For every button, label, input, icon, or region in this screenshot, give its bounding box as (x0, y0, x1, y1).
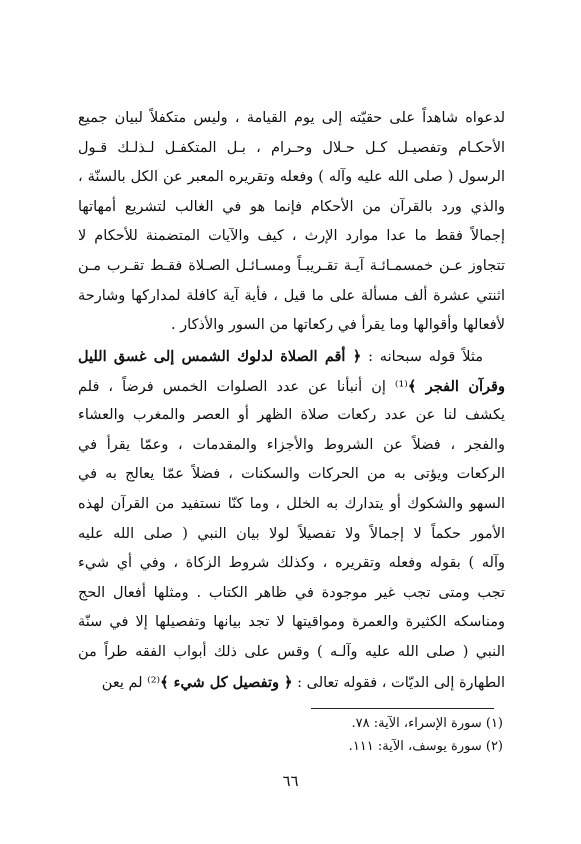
text-line (78, 342, 505, 372)
quran-verse: ﴿ وتفصيل كل شيء ﴾ (160, 673, 293, 691)
text-line: السهو والشكوك أو يتدارك به الخلل ، وما كنّا نستفيد من القرآن لهذه (78, 495, 505, 512)
line-rest: لم يعن (101, 674, 148, 691)
text-line: إجمالاً فقط ما عدا موارد الإرث ، كيف والآيات المتضمنة للأحكام لا (78, 228, 505, 245)
text-line: لأفعالها وأقوالها وما يقرأ في ركعاتها من السور والأذكار . (170, 317, 505, 334)
line-prefix: الطهارة إلى الديّات ، فقوله تعالى : (292, 674, 505, 691)
line-rest: إن أنبأنا عن عدد الصلوات الخمس فرضاً ، فلم (78, 378, 395, 395)
text-line (78, 372, 505, 402)
paragraph-1 (78, 104, 505, 341)
text-line (78, 668, 505, 698)
text-line: الرسول ( صلى الله عليه وآله ) وفعله وتقريره المعبر عن الكل بالسنّة ، (78, 169, 505, 186)
text-line: وآله ) بقوله وفعله وتقريره ، وكذلك شروط الزكاة ، وفي أي شيء (78, 555, 505, 572)
text-line: الركعات ويؤتى به من الحركات والسكنات ، فضلاً عمّا يعالج به في (78, 466, 505, 483)
text-line: لدعواه شاهداً على حقيّته إلى يوم القيامة ، وليس متكفلاً لبيان جميع (78, 110, 505, 126)
footnote-2: (٢) سورة يوسف، الآية: ١١١. (348, 739, 503, 754)
page-number: ٦٦ (282, 772, 299, 790)
text-line: النبي ( صلى الله عليه وآلـه ) وقس على ذلك أبواب الفقه طراً من (78, 643, 505, 660)
footnote-marker[interactable]: ⁽²⁾ (147, 674, 161, 691)
footnotes (349, 712, 503, 758)
paragraph-2 (78, 342, 505, 697)
line-prefix: مثلاً قوله سبحانه : (361, 349, 484, 365)
text-line: والذي ورد بالقرآن من الأحكام فإنما هو في الغالب لتشريع أمهاتها (78, 198, 505, 215)
text-line: تجب ومتى تجب غير موجودة في ظاهر الكتاب . ومثلها أفعال الحج (78, 584, 505, 601)
text-line: والفجر ، فضلاً عن الشروط والأجزاء والمقدمات ، وعمّا يقرأ في (78, 436, 505, 453)
text-line: يكشف لنا عن عدد ركعات صلاة الظهر أو العصر والمغرب والعشاء (78, 407, 505, 424)
quran-verse: ﴿ أقم الصلاة لدلوك الشمس إلى غسق الليل (78, 348, 362, 365)
text-line: تتجاوز عـن خمسمـائـة آيـة تقـريبـاً ومسـائـل الصـلاة فقـط تقـرب مـن (78, 257, 505, 274)
text-line: الأمور حكماً لا إجمالاً ولا تفصيلاً لولا بيان النبي ( صلى الله عليه (78, 525, 505, 542)
quran-verse: وقرآن الفجر ﴾ (407, 377, 505, 395)
footnote-marker[interactable]: ⁽¹⁾ (394, 378, 408, 395)
text-line: ومناسكه الكثيرة والعمرة ومواقيتها لا تجد بيانها وتفصيلها إلا في سنّة (78, 614, 505, 631)
footnote-1: (١) سورة الإسراء، الآية: ٧٨. (351, 716, 503, 731)
text-line: الأحكـام وتفصيـل كـل حـلال وحـرام ، بـل المتكفـل لـذلـك قـول (78, 139, 505, 156)
text-line: اثنتي عشرة ألف مسألة على ما قيل ، فأية آية كافلة لمداركها وشارحة (78, 287, 505, 304)
footnote-divider (311, 708, 494, 709)
